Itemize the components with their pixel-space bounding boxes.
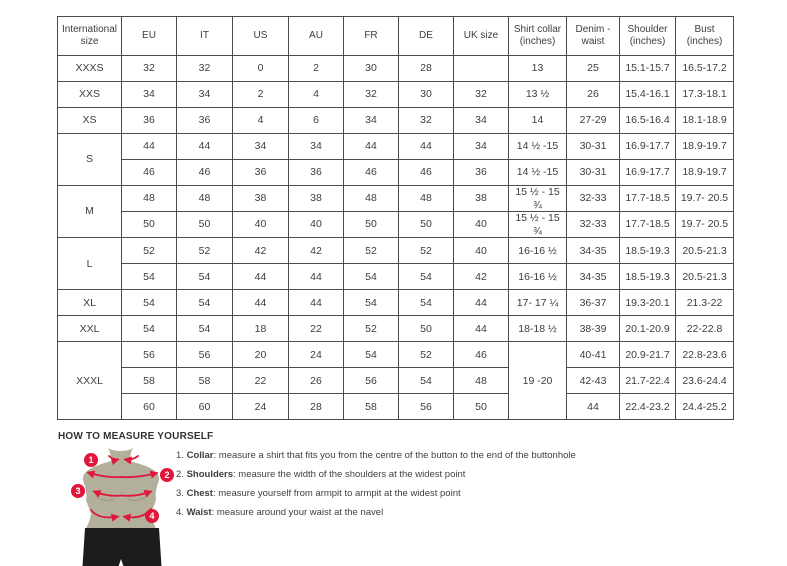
table-cell: 52: [344, 238, 399, 264]
table-cell: 20.5-21.3: [676, 238, 734, 264]
table-cell: 17- 17 ¼: [509, 290, 567, 316]
table-cell: 15.4-16.1: [620, 82, 676, 108]
table-cell: 44: [344, 134, 399, 160]
column-header: Bust (inches): [676, 17, 734, 56]
table-cell: 16-16 ½: [509, 264, 567, 290]
table-cell: 13: [509, 56, 567, 82]
size-table-body: [58, 56, 734, 420]
table-cell: 13 ½: [509, 82, 567, 108]
table-cell: 34: [344, 108, 399, 134]
table-cell: 24: [289, 342, 344, 368]
size-table: [57, 16, 734, 420]
table-cell: 16.9-17.7: [620, 134, 676, 160]
table-cell: 48: [344, 186, 399, 212]
table-cell: 50: [122, 212, 177, 238]
table-cell: 38: [454, 186, 509, 212]
table-row: [58, 56, 734, 82]
table-cell: 56: [399, 394, 454, 420]
table-cell: 19.7- 20.5: [676, 186, 734, 212]
table-cell: 27-29: [567, 108, 620, 134]
table-cell: 38: [233, 186, 289, 212]
table-cell: 54: [122, 264, 177, 290]
size-label-cell: XXS: [58, 82, 122, 108]
table-row: [58, 316, 734, 342]
table-cell: 54: [399, 368, 454, 394]
table-cell: 54: [399, 290, 454, 316]
table-cell: 34-35: [567, 238, 620, 264]
table-cell: 54: [344, 342, 399, 368]
table-cell: 36: [233, 160, 289, 186]
table-cell: 19.3-20.1: [620, 290, 676, 316]
table-cell: 54: [344, 290, 399, 316]
table-cell: 15 ½ - 15 ¾: [509, 212, 567, 238]
mannequin-figure: [58, 444, 182, 566]
table-cell: 38-39: [567, 316, 620, 342]
table-cell: 24: [233, 394, 289, 420]
table-cell: 54: [177, 316, 233, 342]
table-cell: 58: [177, 368, 233, 394]
mannequin-svg: [58, 444, 182, 566]
table-cell: 20: [233, 342, 289, 368]
shorts-shape: [82, 528, 162, 566]
table-cell: 52: [344, 316, 399, 342]
table-cell: 50: [399, 316, 454, 342]
table-cell: 20.1-20.9: [620, 316, 676, 342]
table-cell: 30-31: [567, 134, 620, 160]
table-cell: 56: [344, 368, 399, 394]
table-cell: 16.9-17.7: [620, 160, 676, 186]
table-cell: 15.1-15.7: [620, 56, 676, 82]
column-header: FR: [344, 17, 399, 56]
table-cell: 52: [122, 238, 177, 264]
table-row: [58, 238, 734, 264]
table-cell: 17.3-18.1: [676, 82, 734, 108]
table-cell: 6: [289, 108, 344, 134]
item-term: Chest: [186, 488, 213, 499]
table-cell: 22.4-23.2: [620, 394, 676, 420]
size-label-cell: M: [58, 186, 122, 238]
table-cell: 28: [289, 394, 344, 420]
table-cell: 46: [344, 160, 399, 186]
table-cell: 54: [122, 316, 177, 342]
table-cell: 40: [289, 212, 344, 238]
item-text: : measure yourself from armpit to armpit at the widest point: [212, 488, 461, 499]
table-cell: 54: [177, 264, 233, 290]
table-cell: 44: [454, 290, 509, 316]
table-cell: 24.4-25.2: [676, 394, 734, 420]
table-row: [58, 394, 734, 420]
measure-item-waist: [176, 503, 696, 522]
table-cell: 60: [122, 394, 177, 420]
table-cell: 42: [289, 238, 344, 264]
column-header: International size: [58, 17, 122, 56]
column-header: Shirt collar (inches): [509, 17, 567, 56]
item-text: : measure around your waist at the navel: [211, 507, 384, 518]
table-cell: 34: [177, 82, 233, 108]
table-cell: 50: [454, 394, 509, 420]
table-cell: 30: [344, 56, 399, 82]
table-cell: 23.6-24.4: [676, 368, 734, 394]
column-header: UK size: [454, 17, 509, 56]
item-term: Waist: [186, 507, 212, 518]
table-row: [58, 342, 734, 368]
table-cell: 30-31: [567, 160, 620, 186]
column-header: Denim - waist: [567, 17, 620, 56]
table-cell: 54: [344, 264, 399, 290]
measure-item-shoulders: [176, 465, 696, 484]
table-row: [58, 186, 734, 212]
table-cell: 42-43: [567, 368, 620, 394]
table-cell: 17.7-18.5: [620, 212, 676, 238]
column-header: US: [233, 17, 289, 56]
table-row: [58, 134, 734, 160]
marker-1-label: 1: [88, 455, 94, 465]
table-cell: 32-33: [567, 186, 620, 212]
table-cell: 56: [177, 342, 233, 368]
table-cell: 44: [567, 394, 620, 420]
table-cell: 42: [233, 238, 289, 264]
table-cell: 44: [177, 134, 233, 160]
table-cell: 40: [454, 212, 509, 238]
table-cell: 16.5-16.4: [620, 108, 676, 134]
size-label-cell: XXXL: [58, 342, 122, 420]
item-text: : measure the width of the shoulders at the widest point: [233, 469, 466, 480]
table-cell: 44: [399, 134, 454, 160]
table-cell: 34: [454, 134, 509, 160]
table-cell: 16.5-17.2: [676, 56, 734, 82]
marker-4-label: 4: [149, 511, 155, 521]
table-cell: 58: [344, 394, 399, 420]
item-text: : measure a shirt that fits you from the centre of the button to the end of the buttonhole: [213, 450, 576, 461]
table-cell: 18.9-19.7: [676, 160, 734, 186]
table-cell: 34-35: [567, 264, 620, 290]
size-label-cell: XXL: [58, 316, 122, 342]
table-cell: 2: [289, 56, 344, 82]
size-label-cell: L: [58, 238, 122, 290]
table-cell: 44: [233, 290, 289, 316]
table-cell: 20.9-21.7: [620, 342, 676, 368]
table-cell: 32: [122, 56, 177, 82]
table-cell: 18-18 ½: [509, 316, 567, 342]
table-cell: 0: [233, 56, 289, 82]
size-table-section: [57, 16, 734, 420]
table-cell: 26: [289, 368, 344, 394]
table-cell: 52: [399, 238, 454, 264]
table-cell: 46: [399, 160, 454, 186]
how-to-measure-list: [176, 446, 696, 522]
table-row: [58, 108, 734, 134]
table-cell: 52: [399, 342, 454, 368]
table-cell: 48: [399, 186, 454, 212]
table-cell: 34: [233, 134, 289, 160]
table-cell: 36: [177, 108, 233, 134]
table-cell: 17.7-18.5: [620, 186, 676, 212]
table-cell: 26: [567, 82, 620, 108]
column-header: EU: [122, 17, 177, 56]
marker-3-label: 3: [75, 486, 81, 496]
table-cell: 48: [177, 186, 233, 212]
table-cell: 14 ½ -15: [509, 134, 567, 160]
table-cell: 38: [289, 186, 344, 212]
table-cell: 50: [177, 212, 233, 238]
table-cell: 14 ½ -15: [509, 160, 567, 186]
table-row: [58, 264, 734, 290]
table-cell: 18: [233, 316, 289, 342]
table-cell: 22: [289, 316, 344, 342]
table-cell: 32: [344, 82, 399, 108]
table-cell: 34: [289, 134, 344, 160]
table-cell: 54: [122, 290, 177, 316]
item-number: 2.: [176, 469, 184, 480]
table-cell: 14: [509, 108, 567, 134]
table-cell: 40-41: [567, 342, 620, 368]
table-cell: 4: [289, 82, 344, 108]
table-cell: 4: [233, 108, 289, 134]
column-header: AU: [289, 17, 344, 56]
table-cell: 46: [177, 160, 233, 186]
table-cell: 44: [122, 134, 177, 160]
table-cell: 22-22.8: [676, 316, 734, 342]
table-cell: 18.1-18.9: [676, 108, 734, 134]
table-cell: 46: [454, 342, 509, 368]
table-cell: 60: [177, 394, 233, 420]
table-cell: 40: [233, 212, 289, 238]
table-cell: 54: [177, 290, 233, 316]
table-cell: 22: [233, 368, 289, 394]
table-cell: 19 -20: [509, 342, 567, 420]
table-row: [58, 290, 734, 316]
item-number: 3.: [176, 488, 184, 499]
table-cell: 54: [399, 264, 454, 290]
table-cell: 44: [289, 290, 344, 316]
table-cell: 2: [233, 82, 289, 108]
table-row: [58, 82, 734, 108]
table-cell: 20.5-21.3: [676, 264, 734, 290]
measure-item-collar: [176, 446, 696, 465]
table-cell: 16-16 ½: [509, 238, 567, 264]
column-header: DE: [399, 17, 454, 56]
item-number: 1.: [176, 450, 184, 461]
table-cell: 32-33: [567, 212, 620, 238]
size-table-head: [58, 17, 734, 56]
table-cell: 18.5-19.3: [620, 238, 676, 264]
table-row: [58, 160, 734, 186]
table-cell: 46: [122, 160, 177, 186]
table-cell: 32: [454, 82, 509, 108]
column-header: Shoulder (inches): [620, 17, 676, 56]
marker-2-label: 2: [164, 470, 170, 480]
table-cell: 32: [399, 108, 454, 134]
table-cell: 18.9-19.7: [676, 134, 734, 160]
table-cell: 44: [289, 264, 344, 290]
table-cell: 36-37: [567, 290, 620, 316]
table-cell: 18.5-19.3: [620, 264, 676, 290]
table-row: [58, 368, 734, 394]
table-cell: 21.3-22: [676, 290, 734, 316]
item-term: Collar: [186, 450, 214, 461]
item-term: Shoulders: [186, 469, 234, 480]
table-cell: 36: [454, 160, 509, 186]
table-cell: 50: [399, 212, 454, 238]
how-to-measure-title: HOW TO MEASURE YOURSELF: [58, 431, 214, 442]
item-number: 4.: [176, 507, 184, 518]
table-cell: 34: [454, 108, 509, 134]
table-cell: 58: [122, 368, 177, 394]
table-cell: [454, 56, 509, 82]
table-cell: 44: [233, 264, 289, 290]
table-cell: 30: [399, 82, 454, 108]
table-cell: 40: [454, 238, 509, 264]
column-header: IT: [177, 17, 233, 56]
table-cell: 56: [122, 342, 177, 368]
table-cell: 42: [454, 264, 509, 290]
size-table-head-row: [58, 17, 734, 56]
table-cell: 32: [177, 56, 233, 82]
table-cell: 44: [454, 316, 509, 342]
table-cell: 48: [122, 186, 177, 212]
table-cell: 52: [177, 238, 233, 264]
table-cell: 48: [454, 368, 509, 394]
table-cell: 34: [122, 82, 177, 108]
size-label-cell: XXXS: [58, 56, 122, 82]
table-cell: 19.7- 20.5: [676, 212, 734, 238]
size-label-cell: S: [58, 134, 122, 186]
table-cell: 36: [122, 108, 177, 134]
table-cell: 22.8-23.6: [676, 342, 734, 368]
table-cell: 25: [567, 56, 620, 82]
size-label-cell: XS: [58, 108, 122, 134]
measure-item-chest: [176, 484, 696, 503]
table-cell: 21.7-22.4: [620, 368, 676, 394]
table-row: [58, 212, 734, 238]
table-cell: 50: [344, 212, 399, 238]
table-cell: 15 ½ - 15 ¾: [509, 186, 567, 212]
table-cell: 36: [289, 160, 344, 186]
size-label-cell: XL: [58, 290, 122, 316]
table-cell: 28: [399, 56, 454, 82]
